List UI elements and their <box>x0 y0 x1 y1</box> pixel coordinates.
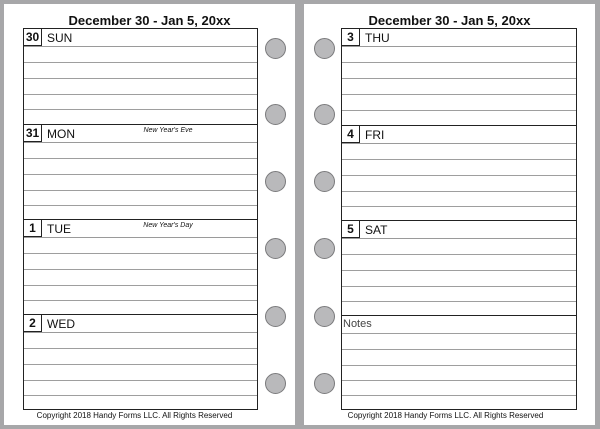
day-block-sun <box>24 29 257 124</box>
binder-hole-right <box>314 38 335 59</box>
left-planner-page <box>4 4 295 425</box>
writing-line <box>342 286 576 287</box>
copyright-notice: Copyright 2018 Handy Forms LLC. All Rights Reserved <box>347 411 544 420</box>
writing-line <box>24 109 257 110</box>
writing-line <box>24 78 257 79</box>
writing-line <box>342 365 576 366</box>
binder-hole-left <box>265 306 286 327</box>
binder-hole-right <box>314 238 335 259</box>
binder-hole-right <box>314 306 335 327</box>
day-name: TUE <box>47 222 71 236</box>
writing-line <box>342 333 576 334</box>
day-number: 31 <box>24 125 42 142</box>
binder-hole-left <box>265 238 286 259</box>
writing-line <box>342 94 576 95</box>
writing-line <box>24 205 257 206</box>
writing-line <box>342 395 576 396</box>
day-number: 3 <box>342 29 360 46</box>
day-name: MON <box>47 127 75 141</box>
day-number: 5 <box>342 221 360 238</box>
writing-line <box>24 300 257 301</box>
binder-hole-right <box>314 171 335 192</box>
day-name: SUN <box>47 31 73 45</box>
day-name: WED <box>47 317 75 331</box>
writing-line <box>342 78 576 79</box>
writing-line <box>24 380 257 381</box>
binder-hole-right <box>314 373 335 394</box>
writing-line <box>24 269 257 270</box>
day-name: SAT <box>365 223 388 237</box>
day-block-sat <box>342 220 576 315</box>
day-block-fri <box>342 125 576 220</box>
binder-hole-left <box>265 171 286 192</box>
day-number: 2 <box>24 315 42 332</box>
binder-hole-left <box>265 104 286 125</box>
writing-line <box>342 206 576 207</box>
writing-line <box>24 190 257 191</box>
writing-line <box>342 110 576 111</box>
writing-line <box>24 62 257 63</box>
writing-line <box>342 159 576 160</box>
left-page-title: December 30 - Jan 5, 20xx <box>68 13 231 28</box>
writing-line <box>24 348 257 349</box>
writing-line <box>24 285 257 286</box>
writing-line <box>342 301 576 302</box>
day-number: 1 <box>24 220 42 237</box>
right-planner-page <box>304 4 595 425</box>
copyright-notice: Copyright 2018 Handy Forms LLC. All Rights Reserved <box>36 411 233 420</box>
writing-line <box>24 253 257 254</box>
writing-line <box>24 94 257 95</box>
writing-line <box>342 380 576 381</box>
writing-line <box>24 158 257 159</box>
holiday-label: New Year's Eve <box>143 127 193 134</box>
writing-line <box>342 349 576 350</box>
writing-line <box>342 191 576 192</box>
day-name: THU <box>365 31 390 45</box>
binder-hole-left <box>265 38 286 59</box>
right-page-title: December 30 - Jan 5, 20xx <box>368 13 531 28</box>
notes-label: Notes <box>343 318 372 330</box>
day-name: FRI <box>365 128 385 142</box>
notes-block <box>342 315 576 409</box>
binder-hole-right <box>314 104 335 125</box>
day-block-wed <box>24 314 257 409</box>
writing-line <box>342 270 576 271</box>
right-day-grid <box>341 28 577 410</box>
writing-line <box>24 364 257 365</box>
left-day-grid <box>23 28 258 410</box>
writing-line <box>342 62 576 63</box>
day-number: 30 <box>24 29 42 46</box>
writing-line <box>342 175 576 176</box>
day-block-tue <box>24 219 257 314</box>
day-block-mon <box>24 124 257 219</box>
day-block-thu <box>342 29 576 125</box>
writing-line <box>24 174 257 175</box>
holiday-label: New Year's Day <box>143 222 193 229</box>
writing-line <box>342 254 576 255</box>
binder-hole-left <box>265 373 286 394</box>
day-number: 4 <box>342 126 360 143</box>
writing-line <box>24 395 257 396</box>
